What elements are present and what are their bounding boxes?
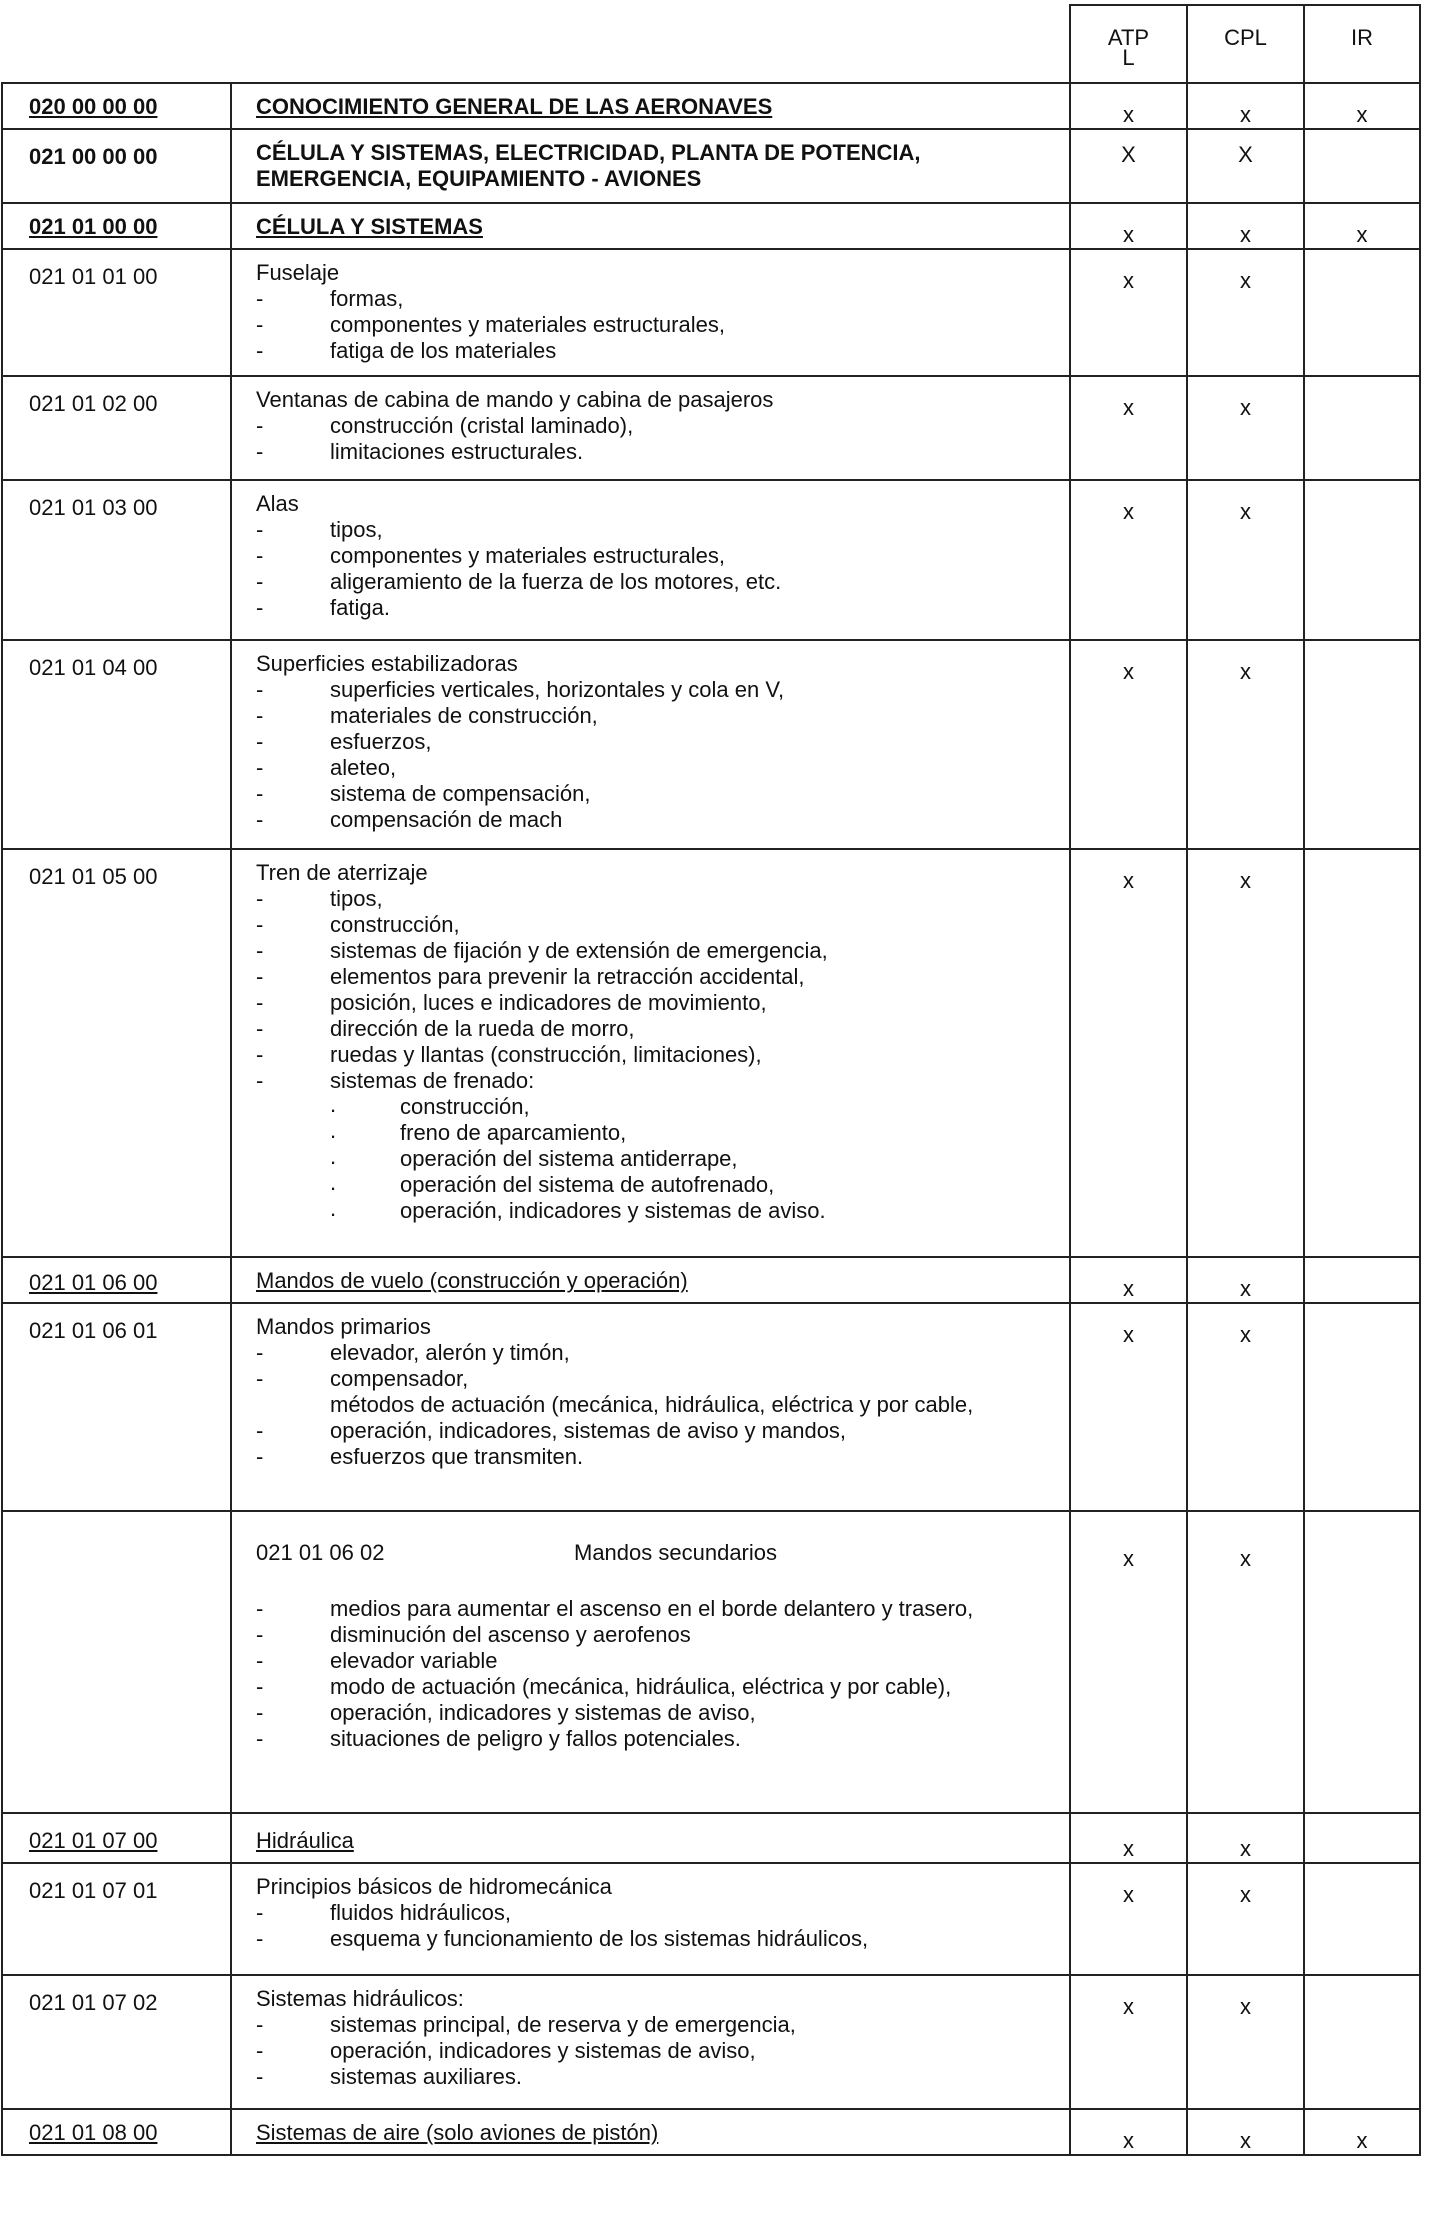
row-title: Sistemas hidráulicos:: [256, 1986, 464, 2011]
list-item: - posición, luces e indicadores de movimiento,: [256, 990, 1059, 1016]
row-title: Sistemas de aire (solo aviones de pistón): [256, 2120, 659, 2145]
mark-cpl: x: [1187, 1813, 1304, 1863]
row-title: Mandos secundarios: [574, 1540, 778, 1565]
row-title: Ventanas de cabina de mando y cabina de pasajeros: [256, 387, 774, 412]
row-code: 021 01 02 00: [29, 391, 158, 416]
list-item: - dirección de la rueda de morro,: [256, 1016, 1059, 1042]
mark-atp: x: [1070, 203, 1187, 249]
mark-atp: x: [1070, 849, 1187, 1257]
mark-cpl: x: [1187, 249, 1304, 376]
mark-cpl: x: [1187, 2109, 1304, 2155]
mark-ir: [1304, 1303, 1420, 1511]
header-ir: IR: [1304, 5, 1420, 83]
row-code: 021 00 00 00: [29, 144, 158, 169]
mark-ir: [1304, 1863, 1420, 1975]
row-code: 020 00 00 00: [29, 94, 158, 119]
mark-cpl: x: [1187, 376, 1304, 480]
table-row: [2, 2109, 1420, 2155]
list-item: - componentes y materiales estructurales,: [256, 312, 1059, 338]
syllabus-table: [1, 4, 1421, 2156]
list-item: métodos de actuación (mecánica, hidráulica, eléctrica y por cable,: [330, 1392, 974, 1417]
list-item: - elementos para prevenir la retracción accidental,: [256, 964, 1059, 990]
list-item: - esfuerzos,: [256, 729, 1059, 755]
mark-ir: [1304, 640, 1420, 849]
row-title: Tren de aterrizaje: [256, 860, 428, 885]
list-item: - construcción,: [256, 912, 1059, 938]
mark-atp: x: [1070, 249, 1187, 376]
list-item: - sistemas de frenado:: [256, 1068, 1059, 1094]
list-item: - esquema y funcionamiento de los sistemas hidráulicos,: [256, 1926, 1059, 1952]
list-item: - compensador,: [256, 1366, 1059, 1392]
mark-ir: [1304, 249, 1420, 376]
list-item: - fluidos hidráulicos,: [256, 1900, 1059, 1926]
list-item: - operación, indicadores y sistemas de aviso,: [256, 1700, 1059, 1726]
mark-cpl: x: [1187, 1863, 1304, 1975]
topic-list: [256, 286, 1059, 364]
topic-list: [256, 1596, 1059, 1752]
mark-cpl: x: [1187, 1975, 1304, 2109]
table-row: [2, 480, 1420, 640]
list-item: - aligeramiento de la fuerza de los motores, etc.: [256, 569, 1059, 595]
list-item: . construcción,: [256, 1094, 1059, 1120]
list-item: - sistema de compensación,: [256, 781, 1059, 807]
list-item: - formas,: [256, 286, 1059, 312]
list-item: - sistemas auxiliares.: [256, 2064, 1059, 2090]
sub-heading: [256, 1538, 1059, 1566]
row-title: Principios básicos de hidromecánica: [256, 1874, 612, 1899]
table-row: [2, 1257, 1420, 1303]
list-item: . operación, indicadores y sistemas de aviso.: [256, 1198, 1059, 1224]
row-code: 021 01 07 00: [29, 1828, 158, 1853]
topic-list: [256, 2012, 1059, 2090]
mark-cpl: x: [1187, 83, 1304, 129]
topic-list: [256, 677, 1059, 833]
list-item: - situaciones de peligro y fallos potenciales.: [256, 1726, 1059, 1752]
list-item: - operación, indicadores y sistemas de aviso,: [256, 2038, 1059, 2064]
row-code: 021 01 00 00: [29, 214, 158, 239]
mark-ir: x: [1304, 2109, 1420, 2155]
list-item: - limitaciones estructurales.: [256, 439, 1059, 465]
mark-cpl: x: [1187, 1511, 1304, 1813]
table-row: [2, 1303, 1420, 1511]
row-code: 021 01 04 00: [29, 655, 158, 680]
table-row: [2, 203, 1420, 249]
row-code: 021 01 07 01: [29, 1878, 158, 1903]
list-item: . operación del sistema antiderrape,: [256, 1146, 1059, 1172]
row-title: CÉLULA Y SISTEMAS, ELECTRICIDAD, PLANTA DE POTENCIA, EMERGENCIA, EQUIPAMIENTO - AVIONES: [256, 140, 921, 191]
row-code: 021 01 03 00: [29, 495, 158, 520]
list-item: - tipos,: [256, 517, 1059, 543]
topic-list: [256, 517, 1059, 621]
header-cpl: CPL: [1187, 5, 1304, 83]
row-title: Mandos primarios: [256, 1314, 431, 1339]
row-code: 021 01 07 02: [29, 1990, 158, 2015]
list-item: - sistemas de fijación y de extensión de emergencia,: [256, 938, 1059, 964]
mark-atp: x: [1070, 1257, 1187, 1303]
mark-atp: x: [1070, 480, 1187, 640]
row-code: 021 01 08 00: [29, 2120, 158, 2145]
table-row: [2, 129, 1420, 203]
mark-ir: x: [1304, 203, 1420, 249]
list-item: - construcción (cristal laminado),: [256, 413, 1059, 439]
mark-ir: x: [1304, 83, 1420, 129]
mark-atp: x: [1070, 640, 1187, 849]
list-item: . freno de aparcamiento,: [256, 1120, 1059, 1146]
list-item: - operación, indicadores, sistemas de aviso y mandos,: [256, 1418, 1059, 1444]
row-code: 021 01 05 00: [29, 864, 158, 889]
list-item: - esfuerzos que transmiten.: [256, 1444, 1059, 1470]
mark-atp: x: [1070, 1975, 1187, 2109]
mark-atp: X: [1070, 129, 1187, 203]
list-item: - componentes y materiales estructurales,: [256, 543, 1059, 569]
list-item: - aleteo,: [256, 755, 1059, 781]
topic-list: [256, 1900, 1059, 1952]
row-title: CONOCIMIENTO GENERAL DE LAS AERONAVES: [256, 94, 773, 119]
mark-cpl: x: [1187, 1303, 1304, 1511]
mark-atp: x: [1070, 376, 1187, 480]
mark-cpl: x: [1187, 480, 1304, 640]
header-atp: ATP L: [1070, 5, 1187, 83]
table-row: [2, 1511, 1420, 1813]
table-row: [2, 249, 1420, 376]
table-row: [2, 640, 1420, 849]
header-blank: [2, 5, 1070, 83]
row-title: Mandos de vuelo (construcción y operación): [256, 1268, 688, 1293]
list-item: - modo de actuación (mecánica, hidráulica, eléctrica y por cable),: [256, 1674, 1059, 1700]
mark-cpl: x: [1187, 203, 1304, 249]
mark-cpl: X: [1187, 129, 1304, 203]
mark-cpl: x: [1187, 849, 1304, 1257]
row-title: Alas: [256, 491, 299, 516]
topic-list: [256, 1340, 1059, 1470]
mark-ir: [1304, 1813, 1420, 1863]
row-title: Hidráulica: [256, 1828, 354, 1853]
list-item: - disminución del ascenso y aerofenos: [256, 1622, 1059, 1648]
list-item: - medios para aumentar el ascenso en el borde delantero y trasero,: [256, 1596, 1059, 1622]
table-row: [2, 1813, 1420, 1863]
list-item: - elevador variable: [256, 1648, 1059, 1674]
topic-list: [256, 886, 1059, 1094]
list-item: - ruedas y llantas (construcción, limitaciones),: [256, 1042, 1059, 1068]
list-item: . operación del sistema de autofrenado,: [256, 1172, 1059, 1198]
mark-ir: [1304, 1975, 1420, 2109]
mark-atp: x: [1070, 1511, 1187, 1813]
table-row: [2, 376, 1420, 480]
list-item: - fatiga.: [256, 595, 1059, 621]
list-item: - sistemas principal, de reserva y de emergencia,: [256, 2012, 1059, 2038]
table-row: [2, 1863, 1420, 1975]
mark-cpl: x: [1187, 1257, 1304, 1303]
mark-ir: [1304, 1511, 1420, 1813]
mark-cpl: x: [1187, 640, 1304, 849]
header-row: [2, 5, 1420, 83]
mark-ir: [1304, 376, 1420, 480]
mark-ir: [1304, 129, 1420, 203]
row-title: Fuselaje: [256, 260, 340, 285]
list-item: - superficies verticales, horizontales y cola en V,: [256, 677, 1059, 703]
mark-atp: x: [1070, 1863, 1187, 1975]
mark-atp: x: [1070, 1303, 1187, 1511]
list-item: - compensación de mach: [256, 807, 1059, 833]
list-item: - fatiga de los materiales: [256, 338, 1059, 364]
table-row: [2, 83, 1420, 129]
row-title: CÉLULA Y SISTEMAS: [256, 214, 483, 239]
row-title: Superficies estabilizadoras: [256, 651, 518, 676]
table-row: [2, 1975, 1420, 2109]
row-code: 021 01 06 01: [29, 1318, 158, 1343]
mark-atp: x: [1070, 2109, 1187, 2155]
list-item: - elevador, alerón y timón,: [256, 1340, 1059, 1366]
list-item: - tipos,: [256, 886, 1059, 912]
table-row: [2, 849, 1420, 1257]
row-code: 021 01 06 00: [29, 1270, 158, 1295]
topic-list: [256, 413, 1059, 465]
row-code: 021 01 01 00: [29, 264, 158, 289]
mark-ir: [1304, 480, 1420, 640]
mark-ir: [1304, 849, 1420, 1257]
mark-ir: [1304, 1257, 1420, 1303]
list-item: - materiales de construcción,: [256, 703, 1059, 729]
row-code: 021 01 06 02: [256, 1540, 385, 1565]
sub-topic-list: [256, 1094, 1059, 1224]
mark-atp: x: [1070, 83, 1187, 129]
mark-atp: x: [1070, 1813, 1187, 1863]
